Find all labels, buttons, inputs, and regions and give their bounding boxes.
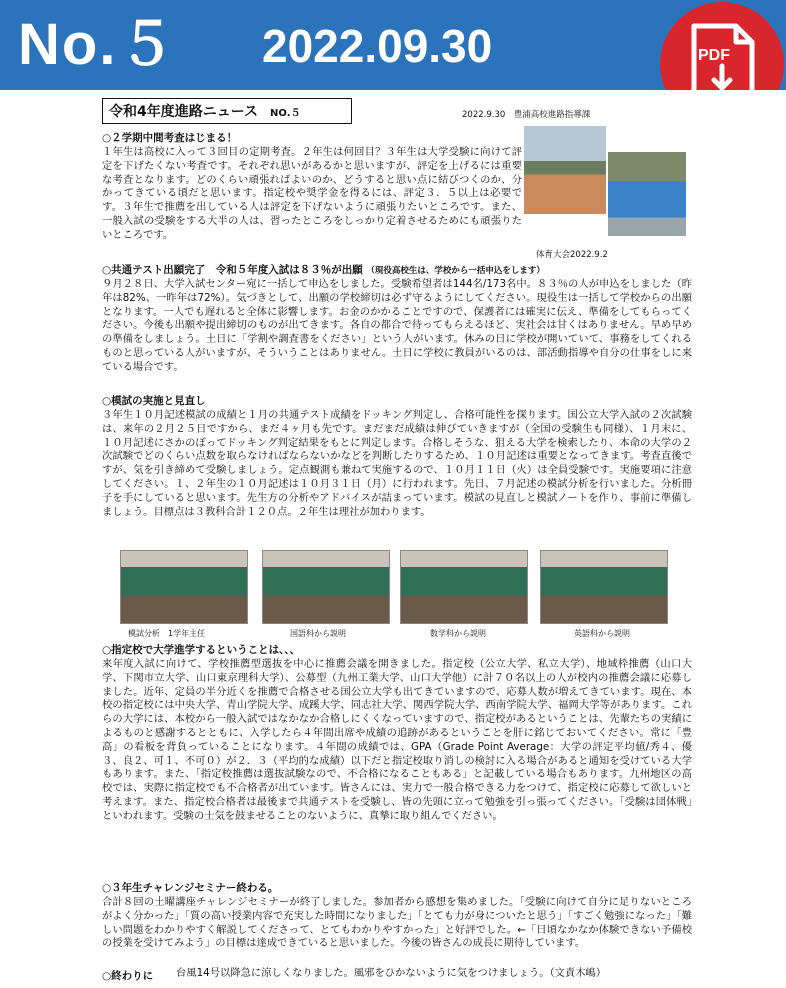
- newsletter-date-author: 2022.9.30 豊浦高校進路指導課: [462, 110, 591, 120]
- section-text-designated-school: 来年度入試に向けて、学校推薦型選抜を中心に推薦会議を開きました。指定校（公立大学、私立大学）、地域枠推薦（山口大学、下関市立大学、山口東京理科大学）、公募型（九州工業大学、山口大学他）に計７０名以上の人が校内の推薦会議に応募しました。近年、定員の半分近くを推薦で合格させる国公立大学も出てきていますので、応募人数が増えてきています。現在、本校の指定校には中央大学、青山学院大学、成蹊大学、同志社大学、関西学院大学、西南学院大学、福岡大学等があります。これらの大学には、本校から一般入試ではなかなか合格しにくくなっていますので、指定校があるということは、先輩たちの実績によるものと感謝するとともに、入学したら４年間出席や成績の追跡があるということを肝に銘じておいてください。常に「豊高」の看板を背負っていることになります。４年間の成績では、GPA（Grade Point Average：大学の評定平均値/秀４、優３、良２、可１、不可０）が２．３（平均的な成績）以下だと指定校取り消しの検討に入る場合があると通知を受けている大学もあります。また、「指定校推薦は選抜試験なので、不合格になることもある」と記載している場合もあります。九州地区の高校では、実際に指定校でも不合格者が出ています。皆さんには、実力で一般合格できる力をつけて、指定校に応募して欲しいと考えます。また、指定校合格者は最後まで共通テストを受験し、皆の先頭に立って勉強を引っ張ってください。「受験は団体戦」といわれます。受験の士気を鼓ませることのないように、真摯に取り組んでください。: [102, 658, 692, 822]
- newsletter-title-box: [102, 98, 352, 124]
- swimming-pool-photo: [608, 152, 686, 236]
- section-heading-challenge-seminar: ○３年生チャレンジセミナー終わる。: [102, 882, 279, 894]
- newsletter-sheet: [0, 90, 786, 988]
- issue-date: 2022.09.30: [262, 20, 493, 72]
- section-heading-midterm: ○２学期中間考査はじまる！: [102, 132, 238, 144]
- newsletter-title: 令和4年度進路ニュース: [109, 104, 259, 120]
- class-photo-caption-1: 模試分析 1学年主任: [128, 629, 206, 638]
- section-text-mock-exam: ３年生１０月記述模試の成績と１月の共通テスト成績をドッキング判定し、合格可能性を探ります。国公立大学入試の２次試験は、来年の２月２５日ですから、まだ４ヶ月も先です。まだまだ成績は伸びていきますが（全国の受験生も同様）、１月末に、１０月記述にさかのぼってドッキング判定結果をもとに判定します。合格しそうな、狙える大学を検索したり、本命の大学の２次試験でどのくらい点数を取らなければならないかなどを判断したりするため、１０月記述は重要となってきます。考査直後ですが、気を引き締めて受験しましょう。定点観測も兼ねて実施するので、１０月１１日（火）は全員受験です。実施要項に注意してください。１、２年生の１０月記述は１０月３１日（月）に行われます。先日、７月記述の模試分析を行いました。分析冊子を手にしていると思います。先生方の分析やアドバイスが詰まっています。模試の見直しと模試ノートを作り、事前に準備しましょう。目標点は３教科合計１２０点。２年生は理社が加わります。: [102, 409, 692, 518]
- section-heading-mock-exam: ○模試の実施と見直し: [102, 395, 206, 407]
- sports-day-photo: [524, 126, 606, 214]
- section-text-closing: 台風14号以降急に涼しくなりました。風邪をひかないように気をつけましょう。（文責木嶋）: [176, 967, 607, 979]
- class-photo-4: [540, 550, 668, 624]
- section-heading-common-test-note: （現役高校生は、学校から一括申込をします）: [366, 266, 545, 276]
- class-photo-caption-4: 英語科から説明: [574, 629, 630, 638]
- class-photo-1: [120, 550, 248, 624]
- section-text-midterm: １年生は高校に入って３回目の定期考査。２年生は何回目？３年生は大学受験に向けて評定を下げたくない考査です。それぞれ思いがあるかと思いますが、評定を上げるには重要な考査となります。どのくらい頑張ればよいのか、どうすると思い点に結びつくのか、分かってきている頃だと思います。指定校や奨学金を得るには、評定３．５以上は必要です。３年生で推薦を出している人は評定を下げないように頑張りたいところです。また、一般入試の受験をする大半の人は、習ったところをしっかり定着させるためにも頑張りたいところです。: [102, 146, 522, 241]
- section-heading-designated-school: ○指定校で大学進学するということは、、、: [102, 644, 301, 656]
- issue-number: No.５: [18, 12, 178, 77]
- section-heading-common-test-text: ○共通テスト出願完了 令和５年度入試は８３％が出願: [102, 264, 363, 276]
- pdf-label: PDF: [698, 47, 730, 64]
- class-photo-caption-2: 国語科から説明: [290, 629, 346, 638]
- section-heading-common-test: [102, 262, 545, 277]
- section-text-challenge-seminar: 合計８回の土曜講座チャレンジセミナーが終了しました。参加者から感想を集めました。「受験に向けて自分に足りないところがよく分かった」「質の高い授業内容で充実した時間になりました」「とても力が身についたと思う」「すごく勉強になった」「難しい問題をわかりやすく解説してくださって、とてもわかりやすかった」と好評でした。←「日頃なかなか体験できない予備校の授業を受けてみよう」の目標は達成できていると思いました。今後の皆さんの成長に期待しています。: [102, 896, 692, 950]
- newsletter-number: NO.５: [270, 107, 301, 119]
- class-photo-3: [400, 550, 528, 624]
- class-photo-caption-3: 数学科から説明: [430, 629, 486, 638]
- section-text-common-test: ９月２８日、大学入試センター宛に一括して申込をしました。受験希望者は144名/173名中。８３％の人が申込をしました（昨年は82%、一昨年は72%）。気づきとして、出願の学校締切は必ず守るようにしてください。現役生は一括して学校からの出願となります。一人でも遅れると全体に影響します。お金のかかることですので、保護者には確実に伝え、準備をしてもらってください。今後も出願や提出締切のものが出てきます。各自の都合で待ってもらえるほど、実社会は甘くはありません。早め早めの準備をしましょう。土日に「学割や調査書をください」という人がいます。休みの日に学校が開いていて、事務をしてくれるものと思っている人がいますが、そういうことはありません。土日に学校に教員がいるのは、部活動指導や自分の仕事をしに来ている場合です。: [102, 278, 692, 373]
- sports-day-caption: 体育大会2022.9.2: [536, 250, 608, 260]
- section-heading-closing: ○終わりに: [102, 970, 154, 982]
- class-photo-2: [262, 550, 390, 624]
